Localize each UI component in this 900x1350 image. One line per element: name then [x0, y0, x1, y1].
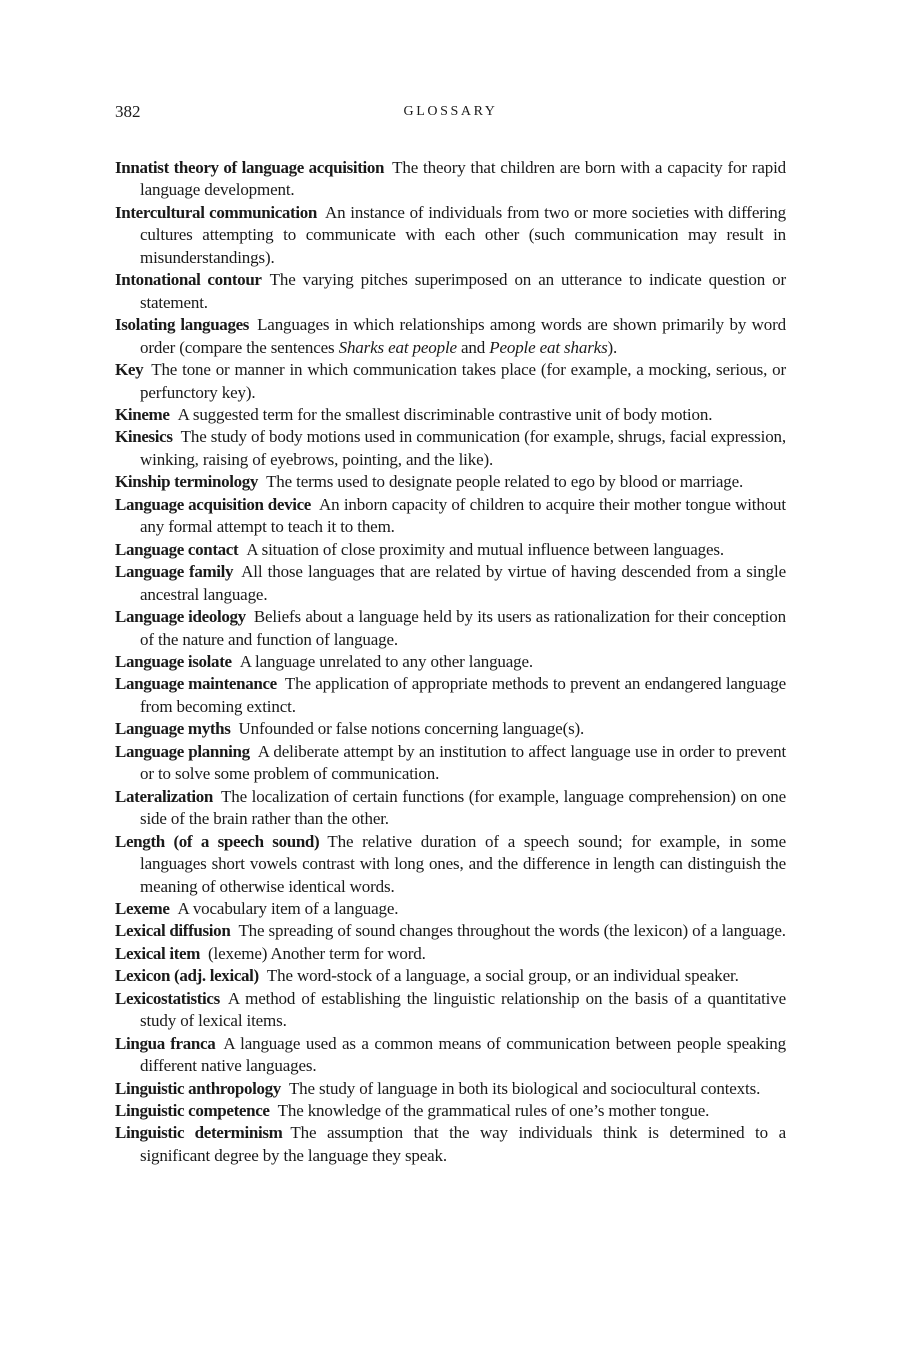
entry-definition: The theory that children are born with a capacity for rapid language development. [140, 158, 787, 200]
entry-definition: The localization of certain functions (for example, language comprehension) on one side of the brain rather than the other. [140, 786, 786, 829]
entry-term: Key [115, 360, 144, 380]
glossary-entry [115, 718, 786, 740]
entry-term: Lateralization [115, 786, 214, 806]
example-sentence: Sharks eat people [338, 337, 457, 357]
entry-definition: The application of appropriate methods to prevent an endangered language from becoming extinct. [140, 674, 787, 716]
entry-term: Language isolate [115, 651, 232, 671]
entry-definition: Unfounded or false notions concerning language(s). [238, 719, 585, 739]
entry-term: Lexeme [115, 898, 170, 918]
entry-definition: The knowledge of the grammatical rules of one’s mother tongue. [277, 1101, 710, 1121]
glossary-entry [115, 965, 786, 987]
glossary-list [115, 157, 786, 1167]
glossary-entry [115, 673, 786, 718]
glossary-entry [115, 1078, 786, 1100]
definition-text: ). [607, 337, 618, 357]
entry-definition: A language unrelated to any other language. [239, 651, 534, 671]
entry-definition: The terms used to designate people related to ego by blood or marriage. [266, 472, 744, 492]
entry-term: Language myths [115, 719, 231, 739]
entry-definition: (lexeme) Another term for word. [208, 943, 426, 963]
entry-term: Kineme [115, 404, 170, 424]
entry-term: Language ideology [115, 607, 246, 627]
glossary-entry [115, 359, 786, 404]
glossary-entry [115, 1033, 786, 1078]
entry-definition: The relative duration of a speech sound; for example, in some languages short vowels contrast with long ones, and the difference in length can distinguish the meaning of otherwise identical words. [140, 831, 786, 896]
glossary-entry [115, 539, 786, 561]
definition-text: and [456, 337, 490, 357]
entry-definition: The tone or manner in which communication takes place (for example, a mocking, serious, or perfunctory key). [140, 360, 786, 402]
example-sentence: People eat sharks [489, 337, 608, 357]
entry-term: Lexicostatistics [115, 988, 220, 1008]
entry-term: Language planning [115, 741, 250, 761]
entry-term: Intonational contour [115, 270, 262, 290]
glossary-entry [115, 920, 786, 942]
entry-term: Linguistic determinism [115, 1123, 283, 1143]
entry-definition: An instance of individuals from two or more societies with differing cultures attempting to communicate with each other (such communication may result in misunderstandings). [140, 202, 787, 267]
entry-definition: An inborn capacity of children to acquire their mother tongue without any formal attempt to teach it to them. [140, 494, 786, 537]
entry-definition: A suggested term for the smallest discriminable contrastive unit of body motion. [177, 404, 713, 424]
glossary-entry [115, 943, 786, 965]
entry-term: Lexical item [115, 943, 201, 963]
entry-term: Language maintenance [115, 674, 277, 694]
running-head [115, 101, 786, 123]
entry-term: Language acquisition device [115, 494, 311, 514]
entry-definition: The study of language in both its biological and sociocultural contexts. [288, 1078, 761, 1098]
entry-term: Intercultural communication [115, 202, 318, 222]
entry-definition: A situation of close proximity and mutual influence between languages. [246, 539, 724, 559]
entry-term: Kinship terminology [115, 472, 259, 492]
entry-definition: Beliefs about a language held by its users as rationalization for their conception of the nature and function of language. [140, 607, 787, 649]
page-number: 382 [115, 102, 141, 121]
entry-term: Language contact [115, 539, 239, 559]
entry-term: Linguistic competence [115, 1101, 270, 1121]
entry-definition: The spreading of sound changes throughout the words (the lexicon) of a language. [238, 921, 786, 941]
entry-term: Lingua franca [115, 1033, 216, 1053]
running-head-title: GLOSSARY [403, 104, 498, 119]
glossary-entry [115, 494, 786, 539]
entry-definition: The varying pitches superimposed on an utterance to indicate question or statement. [140, 270, 786, 312]
entry-term: Isolating languages [115, 315, 250, 335]
glossary-entry [115, 651, 786, 673]
glossary-entry [115, 561, 786, 606]
entry-definition: A deliberate attempt by an institution to affect language use in order to prevent or to solve some problem of communication. [140, 741, 787, 784]
glossary-entry [115, 786, 786, 831]
glossary-entry [115, 426, 786, 471]
glossary-entry [115, 1100, 786, 1122]
glossary-entry [115, 471, 786, 493]
entry-term: Lexical diffusion [115, 921, 231, 941]
glossary-entry [115, 988, 786, 1033]
entry-definition: A language used as a common means of communication between people speaking different native languages. [140, 1033, 786, 1076]
entry-definition: The word-stock of a language, a social group, or an individual speaker. [266, 966, 739, 986]
glossary-entry [115, 404, 786, 426]
entry-term: Linguistic anthropology [115, 1078, 281, 1098]
entry-term: Innatist theory of language acquisition [115, 158, 385, 177]
entry-term: Length (of a speech sound) [115, 831, 320, 851]
definition-text: Languages in which relationships among words are shown primarily by word order (compare the sentences [140, 315, 787, 357]
glossary-entry [115, 202, 786, 269]
entry-term: Kinesics [115, 427, 173, 447]
glossary-entry [115, 269, 786, 314]
entry-definition: A vocabulary item of a language. [177, 898, 399, 918]
glossary-entry [115, 157, 786, 202]
glossary-entry [115, 1122, 786, 1167]
entry-definition: The study of body motions used in communication (for example, shrugs, facial expression, winking, raising of eyebrows, pointing, and the like). [140, 427, 786, 469]
glossary-entry [115, 314, 786, 359]
entry-definition: A method of establishing the linguistic relationship on the basis of a quantitative study of lexical items. [140, 988, 786, 1031]
glossary-entry [115, 741, 786, 786]
glossary-entry [115, 831, 786, 898]
glossary-entry [115, 606, 786, 651]
entry-definition: All those languages that are related by virtue of having descended from a single ancestral language. [140, 562, 786, 604]
entry-definition: The assumption that the way individuals think is determined to a significant degree by the language they speak. [140, 1123, 786, 1165]
entry-term: Language family [115, 562, 234, 582]
entry-term: Lexicon (adj. lexical) [115, 966, 259, 986]
glossary-entry [115, 898, 786, 920]
